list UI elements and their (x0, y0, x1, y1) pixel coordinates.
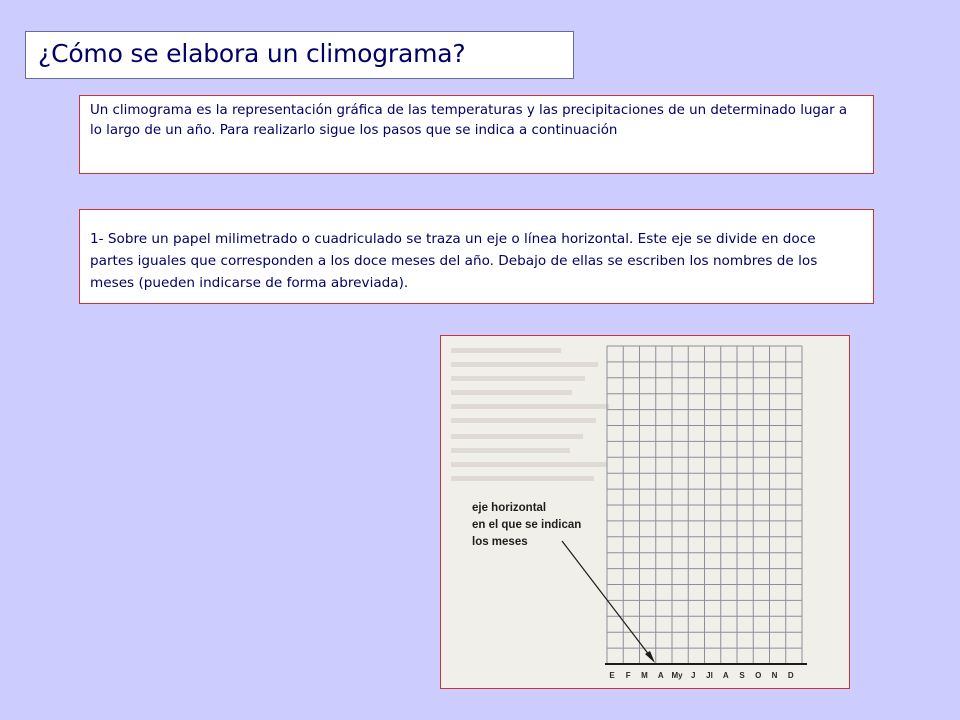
grid-illustration (441, 336, 849, 688)
month-label: O (755, 671, 762, 680)
month-label: J (691, 671, 696, 680)
month-label: A (657, 671, 664, 680)
annotation-line: los meses (472, 536, 528, 548)
month-label: N (771, 671, 778, 680)
bleed-mark (451, 404, 609, 409)
month-label: M (641, 671, 648, 680)
annotation-line: eje horizontal (472, 502, 547, 514)
month-label: My (671, 671, 683, 680)
bleed-mark (451, 348, 561, 353)
bleed-mark (451, 376, 585, 381)
bleed-mark (451, 418, 596, 423)
bleed-mark (451, 390, 572, 395)
month-label: D (787, 671, 794, 680)
month-label: F (625, 671, 631, 680)
grid-lines (607, 346, 802, 664)
bleed-mark (451, 476, 594, 481)
bleed-mark (451, 434, 583, 439)
step-1-text: 1- Sobre un papel milimetrado o cuadriculado se traza un eje o línea horizontal. Este eje se divide en doce partes iguales que corresponden a los doce meses del año. Debajo de ellas se escriben los nombres de los meses (pueden indicarse de forma abreviada). (79, 209, 874, 304)
annotation-line: en el que se indican (472, 519, 582, 531)
intro-text: Un climograma es la representación gráfica de las temperaturas y las precipitaciones de un determinado lugar a lo largo de un año. Para realizarlo sigue los pasos que se indica a continuación (79, 95, 874, 174)
title-box (25, 31, 574, 79)
page-title: ¿Cómo se elabora un climograma? (38, 39, 466, 68)
bleed-mark (451, 362, 598, 367)
month-label: S (739, 671, 745, 680)
month-label: Jl (706, 671, 713, 680)
climogram-grid-figure (440, 335, 850, 689)
month-label: E (609, 671, 615, 680)
bleed-mark (451, 448, 570, 453)
bleed-mark (451, 462, 607, 467)
month-label: A (722, 671, 729, 680)
